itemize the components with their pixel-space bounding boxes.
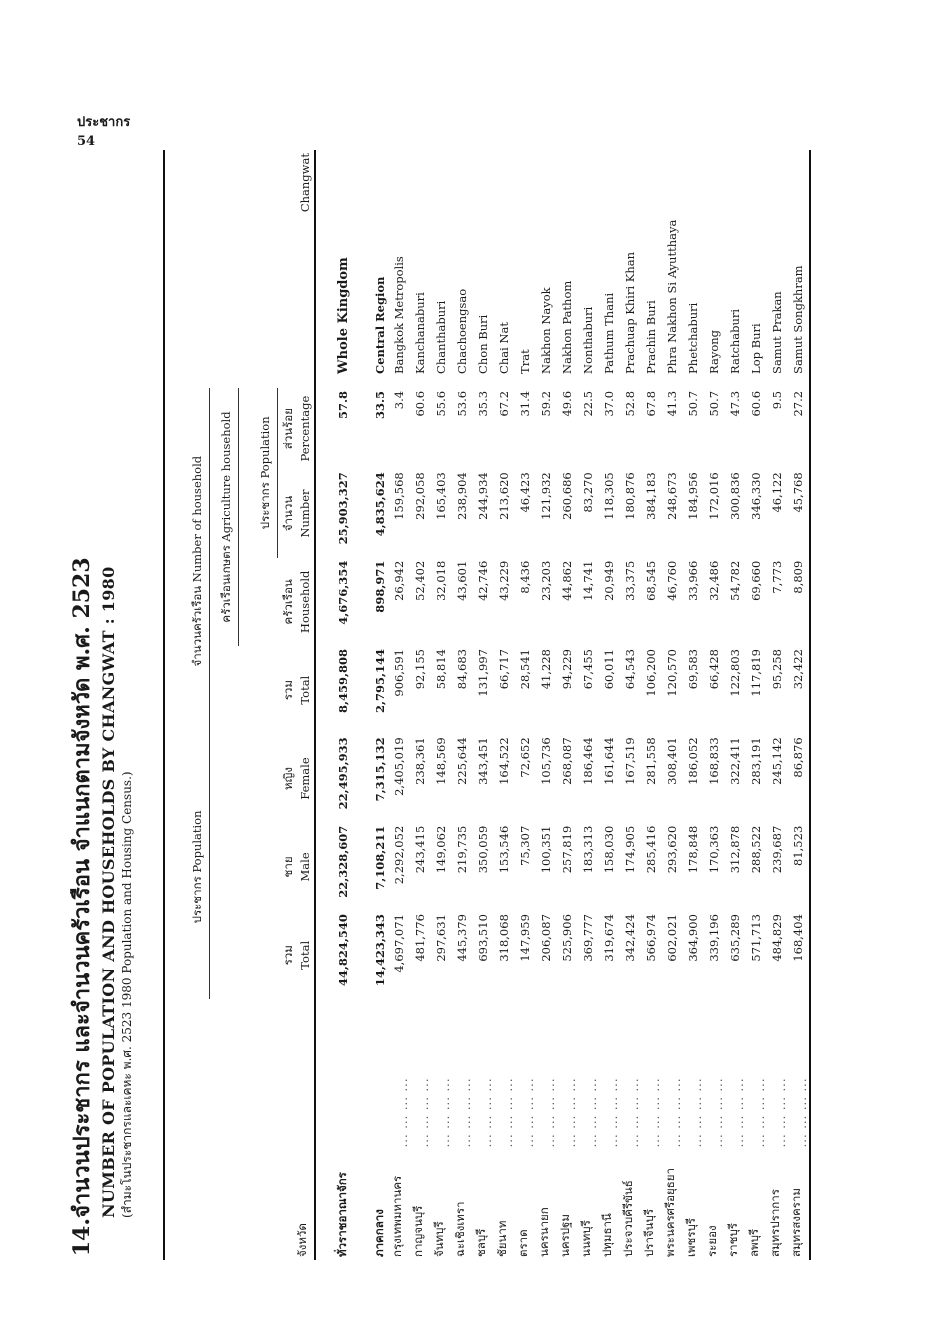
row-hh-total: 2,795,144 xyxy=(372,649,387,714)
female-header: หญิง Female xyxy=(210,734,316,822)
table-row xyxy=(410,150,431,1260)
table-row xyxy=(473,150,494,1260)
row-hh-agri: 4,676,354 xyxy=(336,560,351,625)
row-pct: 55.6 xyxy=(434,390,449,417)
population-table xyxy=(163,150,811,1260)
row-male: 288,522 xyxy=(749,825,764,874)
table-row xyxy=(620,150,641,1260)
row-pop-agri: 292,058 xyxy=(413,472,428,520)
row-male: 174,905 xyxy=(623,825,638,874)
row-thai-name: นครปฐม ... ... ... ... xyxy=(557,1077,578,1257)
row-hh-agri: 69,660 xyxy=(749,560,764,601)
title-source: (สำมะโนประชากรและเคหะ พ.ศ. 2523 1980 Population and Housing Census.) xyxy=(120,771,134,1218)
row-female: 186,052 xyxy=(686,737,701,785)
row-thai-name: ระยอง ... ... ... ... xyxy=(704,1077,725,1257)
row-pct: 22.5 xyxy=(581,390,596,417)
table-header xyxy=(164,150,315,1260)
row-pop-agri: 244,934 xyxy=(476,472,491,520)
row-total: 168,404 xyxy=(791,914,806,962)
row-hh-agri: 43,601 xyxy=(455,560,470,601)
row-pop-agri: 165,403 xyxy=(434,472,449,520)
row-pop-agri: 46,423 xyxy=(518,472,533,513)
row-male: 350,059 xyxy=(476,825,491,874)
row-pct: 59.2 xyxy=(539,390,554,417)
table-row xyxy=(515,150,536,1260)
row-pop-agri: 346,330 xyxy=(749,472,764,520)
row-pop-agri: 4,835,624 xyxy=(372,472,387,537)
row-male: 239,687 xyxy=(770,825,785,874)
row-english-name: Ratchaburi xyxy=(728,308,743,374)
row-english-name: Phetchaburi xyxy=(686,302,701,374)
central-region-row xyxy=(371,150,389,1260)
row-hh-total: 8,459,808 xyxy=(336,649,351,714)
row-pct: 53.6 xyxy=(455,390,470,417)
row-female: 186,464 xyxy=(581,737,596,785)
row-pct: 52.8 xyxy=(623,390,638,417)
row-hh-total: 66,717 xyxy=(497,649,512,690)
row-hh-agri: 33,375 xyxy=(623,560,638,601)
row-total: 4,697,071 xyxy=(392,914,407,973)
row-pct: 41.3 xyxy=(665,390,680,417)
row-hh-agri: 23,203 xyxy=(539,560,554,601)
row-total: 571,713 xyxy=(749,914,764,962)
row-pct: 67.8 xyxy=(644,390,659,417)
row-hh-agri: 68,545 xyxy=(644,560,659,601)
row-female: 105,736 xyxy=(539,737,554,785)
row-english-name: Nakhon Pathom xyxy=(560,280,575,374)
percentage-header: ส่วนร้อย Percentage xyxy=(278,388,316,469)
row-thai-name: ชัยนาท ... ... ... ... xyxy=(494,1077,515,1257)
row-thai-name: สมุทรสงคราม ... ... ... ... xyxy=(788,1077,809,1257)
row-hh-agri: 44,862 xyxy=(560,560,575,601)
table-body xyxy=(315,150,810,1260)
row-male: 257,819 xyxy=(560,825,575,874)
row-english-name: Trat xyxy=(518,349,533,374)
table-row xyxy=(662,150,683,1260)
row-total: 339,196 xyxy=(707,914,722,962)
row-pop-agri: 25,903,327 xyxy=(336,472,351,545)
row-thai-name: ภาคกลาง xyxy=(371,1209,386,1257)
row-hh-total: 95,258 xyxy=(770,649,785,690)
row-female: 238,361 xyxy=(413,737,428,785)
row-total: 481,776 xyxy=(413,914,428,962)
changwat-header-thai: จังหวัด xyxy=(164,999,315,1260)
row-female: 308,401 xyxy=(665,737,680,785)
row-total: 297,631 xyxy=(434,914,449,962)
row-pop-agri: 121,932 xyxy=(539,472,554,520)
row-female: 7,315,132 xyxy=(372,737,387,802)
row-hh-agri: 43,229 xyxy=(497,560,512,601)
row-pct: 3.4 xyxy=(392,390,407,410)
row-total: 14,423,343 xyxy=(372,914,387,987)
row-hh-total: 94,229 xyxy=(560,649,575,690)
row-pop-agri: 248,673 xyxy=(665,472,680,520)
row-male: 7,108,211 xyxy=(372,825,387,890)
section-name: ประชากร xyxy=(77,115,131,130)
row-thai-name: นนทบุรี ... ... ... ... xyxy=(578,1077,599,1257)
row-pct: 60.6 xyxy=(413,390,428,417)
agri-pop-group-header: ประชากร Population xyxy=(239,388,278,558)
row-thai-name: กรุงเทพมหานคร ... ... ... ... xyxy=(389,1077,410,1257)
hh-total-header: รวม Total xyxy=(210,646,316,734)
row-male: 293,620 xyxy=(665,825,680,874)
row-female: 268,087 xyxy=(560,737,575,785)
row-female: 148,569 xyxy=(434,737,449,785)
row-pct: 37.0 xyxy=(602,390,617,417)
row-pop-agri: 384,183 xyxy=(644,472,659,520)
row-hh-agri: 7,773 xyxy=(770,560,785,594)
row-english-name: Chanthaburi xyxy=(434,300,449,374)
household-header: ครัวเรือน Household xyxy=(239,558,316,646)
whole-kingdom-row xyxy=(334,150,352,1260)
row-total: 693,510 xyxy=(476,914,491,962)
row-hh-agri: 14,741 xyxy=(581,560,596,601)
row-hh-agri: 8,809 xyxy=(791,560,806,594)
row-pct: 33.5 xyxy=(372,390,387,419)
male-header: ชาย Male xyxy=(210,823,316,911)
table-row xyxy=(599,150,620,1260)
row-total: 319,674 xyxy=(602,914,617,962)
row-male: 219,735 xyxy=(455,825,470,874)
row-english-name: Prachuap Khiri Khan xyxy=(623,251,638,374)
row-male: 183,313 xyxy=(581,825,596,874)
row-hh-total: 32,422 xyxy=(791,649,806,690)
row-thai-name: ประจวบคีรีขันธ์ ... ... ... ... xyxy=(620,1077,641,1257)
row-english-name: Phra Nakhon Si Ayutthaya xyxy=(665,219,680,374)
row-female: 283,191 xyxy=(749,737,764,785)
table-row xyxy=(641,150,662,1260)
row-english-name: Chachoengsao xyxy=(455,288,470,374)
rotated-table-page xyxy=(60,130,940,1280)
row-male: 285,416 xyxy=(644,825,659,874)
row-pct: 50.7 xyxy=(707,390,722,417)
row-female: 167,519 xyxy=(623,737,638,785)
row-hh-total: 60,011 xyxy=(602,649,617,690)
table-row xyxy=(767,150,788,1260)
row-total: 342,424 xyxy=(623,914,638,962)
row-thai-name: ลพบุรี ... ... ... ... xyxy=(746,1077,767,1257)
row-male: 153,546 xyxy=(497,825,512,874)
row-total: 635,289 xyxy=(728,914,743,962)
row-hh-agri: 42,746 xyxy=(476,560,491,601)
table-row xyxy=(704,150,725,1260)
row-hh-total: 67,455 xyxy=(581,649,596,690)
row-thai-name: ทั่วราชอาณาจักร xyxy=(335,1172,350,1257)
row-pct: 9.5 xyxy=(770,390,785,410)
row-hh-total: 66,428 xyxy=(707,649,722,690)
row-english-name: Nonthaburi xyxy=(581,306,596,374)
row-hh-total: 122,803 xyxy=(728,649,743,697)
row-pct: 57.8 xyxy=(336,390,351,419)
table-row xyxy=(536,150,557,1260)
row-pop-agri: 118,305 xyxy=(602,472,617,520)
households-group-header: จำนวนครัวเรือน Number of household xyxy=(164,388,210,734)
row-pop-agri: 172,016 xyxy=(707,472,722,520)
table-row xyxy=(578,150,599,1260)
row-total: 318,068 xyxy=(497,914,512,962)
row-hh-total: 117,819 xyxy=(749,649,764,697)
agri-group-header: ครัวเรือนเกษตร Agriculture household xyxy=(210,388,239,646)
row-pop-agri: 180,876 xyxy=(623,472,638,520)
row-thai-name: ชลบุรี ... ... ... ... xyxy=(473,1077,494,1257)
row-female: 343,451 xyxy=(476,737,491,785)
row-thai-name: นครนายก ... ... ... ... xyxy=(536,1077,557,1257)
row-hh-agri: 26,942 xyxy=(392,560,407,601)
row-male: 2,292,052 xyxy=(392,825,407,885)
row-pop-agri: 260,686 xyxy=(560,472,575,520)
row-pop-agri: 300,836 xyxy=(728,472,743,520)
row-hh-agri: 32,486 xyxy=(707,560,722,601)
row-english-name: Chon Buri xyxy=(476,314,491,374)
row-pop-agri: 45,768 xyxy=(791,472,806,513)
row-english-name: Samut Songkhram xyxy=(791,265,806,374)
population-group-header: ประชากร Population xyxy=(164,734,210,999)
table-row xyxy=(452,150,473,1260)
row-hh-total: 58,814 xyxy=(434,649,449,690)
row-female: 168,833 xyxy=(707,737,722,785)
row-pct: 47.3 xyxy=(728,390,743,417)
row-english-name: Kanchanaburi xyxy=(413,292,428,374)
row-female: 281,558 xyxy=(644,737,659,785)
row-hh-total: 28,541 xyxy=(518,649,533,690)
row-thai-name: ปทุมธานี ... ... ... ... xyxy=(599,1077,620,1257)
row-hh-total: 906,591 xyxy=(392,649,407,697)
row-pop-agri: 46,122 xyxy=(770,472,785,513)
row-total: 602,021 xyxy=(665,914,680,962)
row-pct: 50.7 xyxy=(686,390,701,417)
row-thai-name: กาญจนบุรี ... ... ... ... xyxy=(410,1077,431,1257)
row-male: 149,062 xyxy=(434,825,449,874)
row-english-name: Bangkok Metropolis xyxy=(392,256,407,374)
page-number: 54 xyxy=(77,134,96,149)
row-female: 245,142 xyxy=(770,737,785,785)
row-female: 72,652 xyxy=(518,737,533,778)
row-total: 206,087 xyxy=(539,914,554,962)
row-thai-name: เพชรบุรี ... ... ... ... xyxy=(683,1077,704,1257)
row-pct: 67.2 xyxy=(497,390,512,417)
table-row xyxy=(788,150,810,1260)
row-male: 22,328,607 xyxy=(336,825,351,898)
row-thai-name: ตราด ... ... ... ... xyxy=(515,1077,536,1257)
row-hh-agri: 898,971 xyxy=(372,560,387,613)
row-english-name: Samut Prakan xyxy=(770,291,785,374)
row-pop-agri: 159,568 xyxy=(392,472,407,520)
row-english-name: Prachin Buri xyxy=(644,300,659,374)
row-hh-total: 69,583 xyxy=(686,649,701,690)
row-english-name: Chai Nat xyxy=(497,322,512,374)
table-row xyxy=(746,150,767,1260)
row-male: 75,307 xyxy=(518,825,533,866)
row-female: 161,644 xyxy=(602,737,617,785)
row-pop-agri: 184,956 xyxy=(686,472,701,520)
row-male: 178,848 xyxy=(686,825,701,874)
table-row xyxy=(431,150,452,1260)
row-pct: 35.3 xyxy=(476,390,491,417)
row-hh-agri: 8,436 xyxy=(518,560,533,594)
row-female: 225,644 xyxy=(455,737,470,785)
row-hh-agri: 32,018 xyxy=(434,560,449,601)
row-thai-name: ราชบุรี ... ... ... ... xyxy=(725,1077,746,1257)
table-row xyxy=(683,150,704,1260)
row-total: 369,777 xyxy=(581,914,596,962)
row-total: 147,959 xyxy=(518,914,533,962)
row-hh-total: 106,200 xyxy=(644,649,659,697)
table-number: 14. xyxy=(69,1218,95,1257)
row-pop-agri: 238,904 xyxy=(455,472,470,520)
row-female: 322,411 xyxy=(728,737,743,785)
row-hh-agri: 46,760 xyxy=(665,560,680,601)
row-female: 2,405,019 xyxy=(392,737,407,796)
title-thai-line xyxy=(64,150,99,1260)
row-english-name: Nakhon Nayok xyxy=(539,287,554,374)
row-pct: 49.6 xyxy=(560,390,575,417)
row-total: 566,974 xyxy=(644,914,659,962)
row-hh-agri: 54,782 xyxy=(728,560,743,601)
row-pct: 27.2 xyxy=(791,390,806,417)
row-hh-agri: 33,966 xyxy=(686,560,701,601)
row-english-name: Central Region xyxy=(372,276,387,374)
table-row xyxy=(725,150,746,1260)
row-total: 364,900 xyxy=(686,914,701,962)
row-pop-agri: 83,270 xyxy=(581,472,596,513)
number-header: จำนวน Number xyxy=(278,469,316,557)
row-male: 312,878 xyxy=(728,825,743,874)
row-hh-total: 120,570 xyxy=(665,649,680,697)
table-row xyxy=(389,150,410,1260)
row-hh-total: 131,997 xyxy=(476,649,491,697)
row-pct: 31.4 xyxy=(518,390,533,417)
row-male: 170,363 xyxy=(707,825,722,874)
row-hh-total: 41,228 xyxy=(539,649,554,690)
row-total: 484,829 xyxy=(770,914,785,962)
row-hh-agri: 20,949 xyxy=(602,560,617,601)
row-thai-name: จันทบุรี ... ... ... ... xyxy=(431,1077,452,1257)
row-male: 81,523 xyxy=(791,825,806,866)
row-thai-name: พระนครศรีอยุธยา ... ... ... ... xyxy=(662,1077,683,1257)
row-thai-name: สมุทรปราการ ... ... ... ... xyxy=(767,1077,788,1257)
total-header: รวม Total xyxy=(210,911,316,999)
row-female: 86,876 xyxy=(791,737,806,778)
table-row xyxy=(494,150,515,1260)
row-pop-agri: 213,620 xyxy=(497,472,512,520)
row-english-name: Whole Kingdom xyxy=(335,257,351,374)
row-male: 100,351 xyxy=(539,825,554,874)
table-row xyxy=(557,150,578,1260)
row-thai-name: ปราจีนบุรี ... ... ... ... xyxy=(641,1077,662,1257)
row-male: 243,415 xyxy=(413,825,428,874)
row-hh-agri: 52,402 xyxy=(413,560,428,601)
row-english-name: Lop Buri xyxy=(749,323,764,374)
row-female: 164,522 xyxy=(497,737,512,785)
row-hh-total: 64,543 xyxy=(623,649,638,690)
row-hh-total: 84,683 xyxy=(455,649,470,690)
changwat-header-english: Changwat xyxy=(164,150,315,388)
table-title-block xyxy=(64,150,137,1260)
title-english: NUMBER OF POPULATION AND HOUSEHOLDS BY CHANGWAT : 1980 xyxy=(99,566,118,1218)
row-pct: 60.6 xyxy=(749,390,764,417)
row-total: 445,379 xyxy=(455,914,470,962)
row-total: 44,824,540 xyxy=(336,914,351,987)
row-total: 525,906 xyxy=(560,914,575,962)
row-english-name: Rayong xyxy=(707,329,722,374)
row-hh-total: 92,155 xyxy=(413,649,428,690)
title-thai: จำนวนประชากร และจำนวนครัวเรือน จำแนกตามจังหวัด พ.ศ. 2523 xyxy=(69,557,95,1218)
row-thai-name: ฉะเชิงเทรา ... ... ... ... xyxy=(452,1077,473,1257)
row-female: 22,495,933 xyxy=(336,737,351,810)
row-english-name: Pathum Thani xyxy=(602,292,617,374)
row-male: 158,030 xyxy=(602,825,617,874)
